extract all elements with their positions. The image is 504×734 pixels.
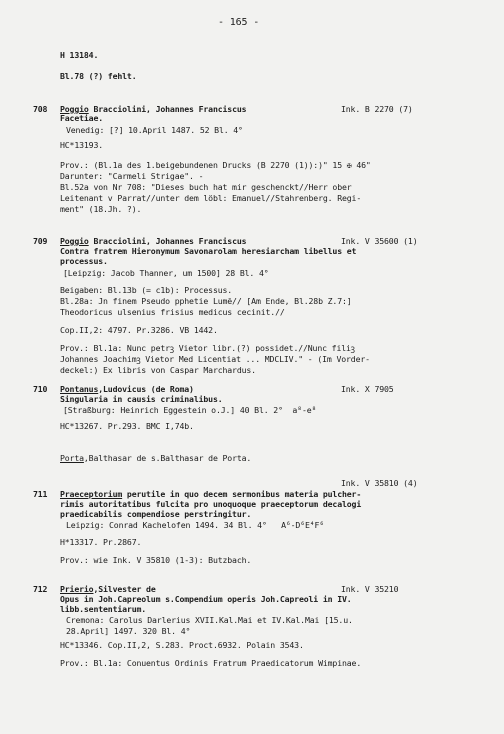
entry-shelfmark: Ink. X 7905 [341, 384, 394, 394]
entry-provenance: ment" (18.Jh. ?). [60, 204, 142, 214]
header-line-1: H 13184. [60, 50, 99, 60]
entry-title: praedicabilis compendiose perstringitur. [60, 509, 252, 519]
page-number: - 165 - [218, 17, 260, 28]
entry-references: HC*13193. [60, 140, 104, 150]
entry-supplements: Theodoricus ulsenius frisius medicus cecinit.// [60, 307, 285, 317]
entry-heading-rest: ,Ludovicus (de Roma) [98, 384, 194, 394]
entry-heading-rest: Bracciolini, Johannes Franciscus [88, 104, 247, 114]
entry-shelfmark: Ink. B 2270 (7) [341, 104, 413, 114]
entry-number: 709 [33, 236, 48, 246]
entry-provenance: Prov.: Bl.1a: Nunc petrꝫ Vietor libr.(?) possidet.//Nunc filiꝫ [60, 343, 355, 353]
entry-heading-rest: perutile in quo decem sermonibus materia pulcher- [122, 489, 362, 499]
entry-author: Poggio [60, 236, 89, 246]
entry-title: processus. [60, 256, 108, 266]
entry-provenance: Prov.: wie Ink. V 35810 (1-3): Butzbach. [60, 555, 252, 565]
entry-provenance: Prov.: (Bl.1a des 1.beigebundenen Drucks (B 2270 (1)):)" 15 ✠ 46" [60, 160, 371, 170]
entry-author: Praeceptorium [60, 489, 123, 499]
entry-supplements: Bl.28a: Jn finem Pseudo pphetie Lumẽ// [Am Ende, Bl.28b Z.7:] [60, 296, 352, 306]
entry-title: Singularia in causis criminalibus. [60, 394, 223, 404]
entry-number: 711 [33, 489, 48, 499]
entry-heading [60, 584, 156, 594]
header-line-2: Bl.78 (?) fehlt. [60, 71, 137, 81]
entry-title: Opus in Joh.Capreolum s.Compendium operis Joh.Capreoli in IV. [60, 594, 352, 604]
entry-references: HC*13267. Pr.293. BMC I,74b. [60, 421, 194, 431]
entry-references: Cop.II,2: 4797. Pr.3286. VB 1442. [60, 325, 218, 335]
entry-shelfmark: Ink. V 35810 (4) [341, 478, 418, 488]
entry-number: 712 [33, 584, 48, 594]
entry-number: 710 [33, 384, 48, 394]
entry-provenance: Johannes Joachimꝫ Vietor Med Licentiat ... MDCLIV." - (Im Vorder- [60, 354, 370, 364]
entry-title: libb.sententiarum. [60, 604, 147, 614]
entry-provenance: deckel:) Ex libris von Caspar Marchardus. [60, 365, 256, 375]
entry-imprint: 28.April] 1497. 320 Bl. 4° [66, 626, 191, 636]
entry-author: Prierio [60, 584, 94, 594]
entry-shelfmark: Ink. V 35210 [341, 584, 399, 594]
entry-supplements: Beigaben: Bl.13b (= c1b): Processus. [60, 285, 233, 295]
entry-references: H*13317. Pr.2867. [60, 537, 142, 547]
entry-heading-rest: ,Silvester de [93, 584, 156, 594]
xref-author: Porta [60, 453, 84, 463]
entry-title: Contra fratrem Hieronymum Savonarolam heresiarcham libellus et [60, 246, 357, 256]
entry-references: HC*13346. Cop.II,2, S.283. Proct.6932. Polain 3543. [60, 640, 304, 650]
entry-shelfmark: Ink. V 35600 (1) [341, 236, 418, 246]
entry-imprint: Venedig: [?] 10.April 1487. 52 Bl. 4° [66, 125, 243, 135]
entry-heading [60, 236, 246, 246]
entry-imprint: Cremona: Carolus Darlerius XVII.Kal.Mai et IV.Kal.Mai [15.u. [66, 615, 353, 625]
entry-provenance: Leitenant v Parrat//unter dem löbl: Emanuel//Stahrenberg. Regi- [60, 193, 362, 203]
entry-provenance: Prov.: Bl.1a: Conuentus Ordinis Fratrum Praedicatorum Wimpinae. [60, 658, 362, 668]
entry-imprint: [Leipzig: Jacob Thanner, um 1500] 28 Bl. 4° [63, 268, 269, 278]
entry-provenance: Bl.52a von Nr 708: "Dieses buch hat mir geschenckt//Herr ober [60, 182, 352, 192]
entry-heading-rest: Bracciolini, Johannes Franciscus [88, 236, 247, 246]
entry-imprint: Leipzig: Conrad Kachelofen 1494. 34 Bl. 4° A⁶-D⁶E⁴F⁶ [66, 520, 325, 530]
xref-text: ,Balthasar de s.Balthasar de Porta. [83, 453, 252, 463]
entry-provenance: Darunter: "Carmeli Strigae". - [60, 171, 204, 181]
entry-heading [60, 384, 194, 394]
entry-title: Facetiae. [60, 113, 104, 123]
entry-imprint: [Straßburg: Heinrich Eggestein o.J.] 40 Bl. 2° a⁸-e⁸ [63, 405, 317, 415]
entry-number: 708 [33, 104, 48, 114]
cross-reference [60, 453, 251, 463]
entry-heading [60, 489, 361, 499]
entry-author: Poggio [60, 104, 89, 114]
entry-author: Pontanus [60, 384, 99, 394]
entry-title: rimis autoritatibus fulcita pro unoquoque praeceptorum decalogi [60, 499, 362, 509]
